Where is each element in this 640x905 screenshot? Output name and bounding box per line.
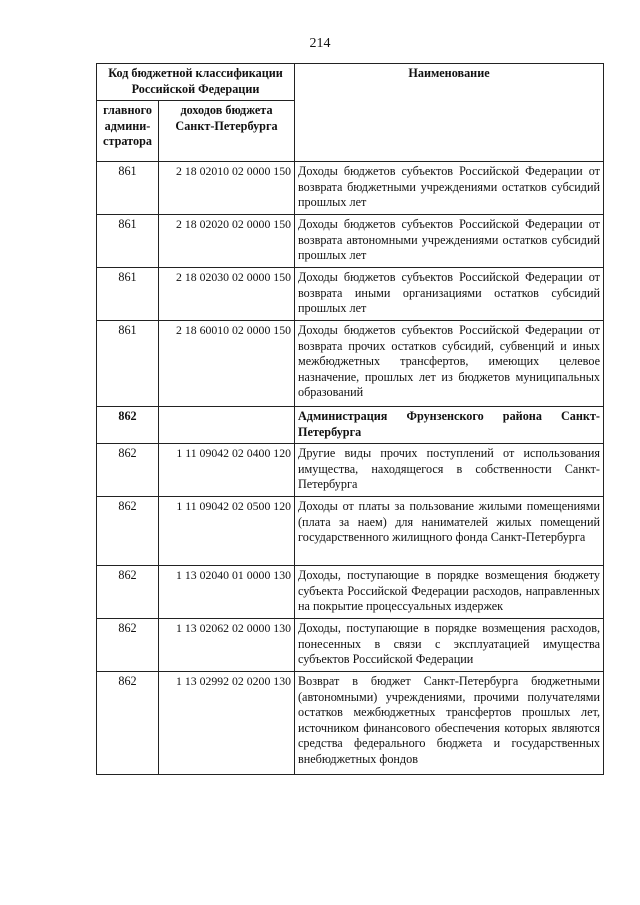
admin-code-cell: 862 [97, 497, 159, 566]
name-cell: Возврат в бюджет Санкт-Петербурга бюджетными (автономными) учреждениями, прочими получателями остатков межбюджетных трансфертов прошлых лет, источником финансового обеспечения которых являются средства федерального бюджета и государственных внебюджетных фондов [295, 672, 604, 775]
name-cell: Другие виды прочих поступлений от использования имущества, находящегося в собственности Санкт-Петербурга [295, 444, 604, 497]
admin-code-cell: 862 [97, 444, 159, 497]
budget-classification-table [96, 63, 604, 775]
income-code-cell: 1 13 02062 02 0000 130 [159, 619, 295, 672]
table-row [97, 497, 604, 566]
table-row [97, 162, 604, 215]
table-row [97, 619, 604, 672]
name-cell: Доходы бюджетов субъектов Российской Федерации от возврата прочих остатков субсидий, субвенций и иных межбюджетных трансфертов, имеющих целевое назначение, прошлых лет из бюджетов муниципальных образований [295, 321, 604, 407]
admin-code-cell: 861 [97, 321, 159, 407]
header-code: доходов бюджета Санкт-Петербурга [159, 101, 295, 162]
page-number: 214 [309, 36, 331, 51]
income-code-cell: 2 18 02030 02 0000 150 [159, 268, 295, 321]
income-code-cell: 2 18 02010 02 0000 150 [159, 162, 295, 215]
table-body [97, 162, 604, 775]
name-cell: Доходы бюджетов субъектов Российской Федерации от возврата бюджетными учреждениями остатков субсидий прошлых лет [295, 162, 604, 215]
table-row [97, 407, 604, 444]
name-cell: Администрация Фрунзенского района Санкт-Петербурга [295, 407, 604, 444]
name-cell: Доходы бюджетов субъектов Российской Федерации от возврата автономными учреждениями остатков субсидий прошлых лет [295, 215, 604, 268]
income-code-cell: 1 13 02040 01 0000 130 [159, 566, 295, 619]
income-code-cell: 1 11 09042 02 0400 120 [159, 444, 295, 497]
admin-code-cell: 861 [97, 215, 159, 268]
name-cell: Доходы бюджетов субъектов Российской Федерации от возврата иными организациями остатков субсидий прошлых лет [295, 268, 604, 321]
income-code-cell: 2 18 60010 02 0000 150 [159, 321, 295, 407]
table-row [97, 268, 604, 321]
table-row [97, 321, 604, 407]
header-group-label: Код бюджетной классификации Российской Федерации [97, 64, 295, 101]
table-row [97, 444, 604, 497]
admin-code-cell: 861 [97, 162, 159, 215]
income-code-cell: 2 18 02020 02 0000 150 [159, 215, 295, 268]
name-cell: Доходы, поступающие в порядке возмещения бюджету субъекта Российской Федерации расходов, направленных на покрытие процессуальных издержек [295, 566, 604, 619]
income-code-cell: 1 11 09042 02 0500 120 [159, 497, 295, 566]
table-row [97, 566, 604, 619]
income-code-cell: 1 13 02992 02 0200 130 [159, 672, 295, 775]
name-cell: Доходы, поступающие в порядке возмещения расходов, понесенных в связи с эксплуатацией имущества субъектов Российской Федерации [295, 619, 604, 672]
name-cell: Доходы от платы за пользование жилыми помещениями (плата за наем) для нанимателей жилых помещений государственного жилищного фонда Санкт-Петербурга [295, 497, 604, 566]
admin-code-cell: 862 [97, 407, 159, 444]
income-code-cell [159, 407, 295, 444]
admin-code-cell: 862 [97, 672, 159, 775]
table-row [97, 672, 604, 775]
admin-code-cell: 861 [97, 268, 159, 321]
header-admin: главного админи-стратора [97, 101, 159, 162]
header-name: Наименование [295, 64, 604, 162]
admin-code-cell: 862 [97, 566, 159, 619]
table-row [97, 215, 604, 268]
admin-code-cell: 862 [97, 619, 159, 672]
